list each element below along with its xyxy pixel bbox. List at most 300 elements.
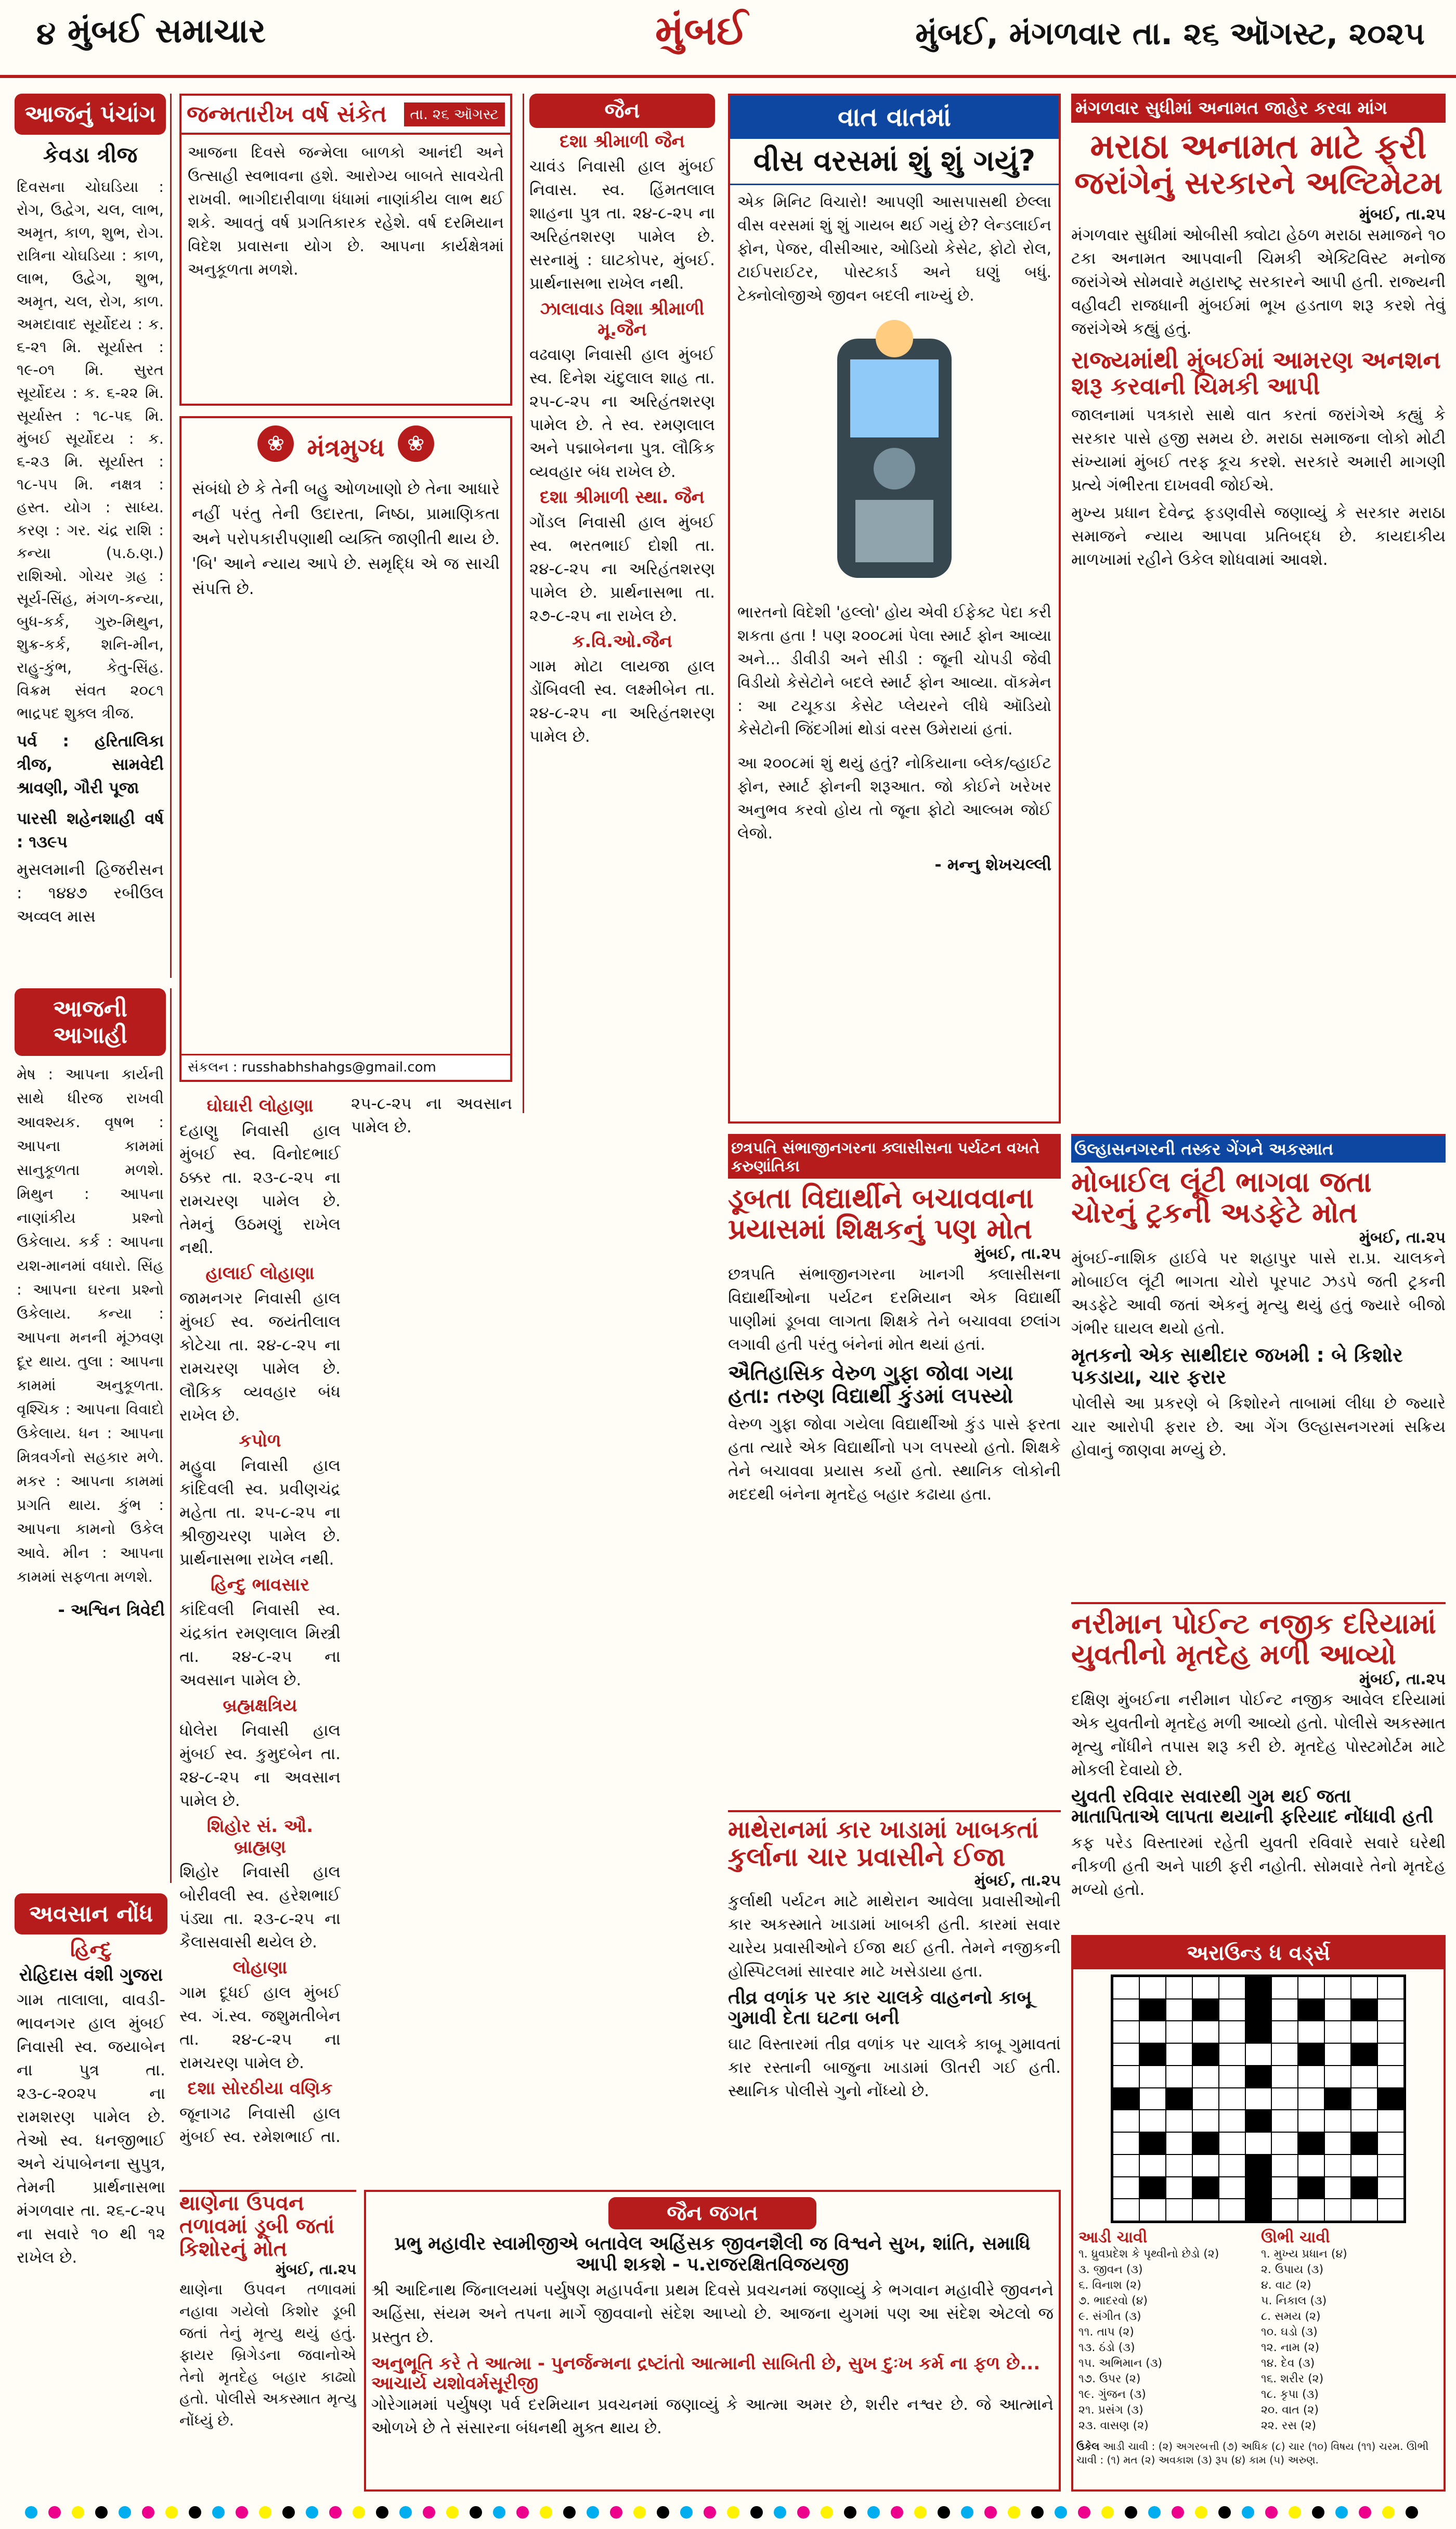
crossword-cell [1245,2199,1272,2221]
crossword-cell [1377,2043,1404,2066]
lead-subhead-2: શરૂ કરવાની ચિમકી આપી [1071,372,1320,401]
satna-kicker: છત્રપતિ સંભાજીનગરના ક્લાસીસના પર્યટન વખતે કરુણાંતિકા [728,1136,1061,1179]
crossword-cell [1113,2021,1139,2043]
crossword-section [1071,1935,1446,2492]
crossword-cell [1377,2199,1404,2221]
ulhas-dateline: મુંબઈ, તા.૨૫ [1359,1228,1446,1247]
ulhas-kicker: ઉલ્હાસનગરની તસ્કર ગેંગને અકસ્માત [1071,1136,1446,1163]
obit-head-8: દશા સોરઠીયા વણિક [187,2078,333,2099]
crossword-across [1078,2228,1256,2434]
vaat-heading: વાત વાતમાં [730,96,1059,139]
lead-text: મંગળવાર સુધીમાં ઓબીસી ક્વોટા હેઠળ મરાઠા સમાજને ૧૦ ટકા અનામત આપવાની ચિમકી એક્ટિવિસ્ટ મનોજ જરાંગેએ સોમવારે મહારાષ્ટ્ર સરકારને આપી હતી. રાજ્યની વહીવટી રાજધાની મુંબઈમાં ભૂખ હડતાળ શરૂ કરશે તેવું જરાંગેએ કહ્યું હતું. [1071,225,1446,338]
registration-dot [1359,2506,1371,2519]
crossword-cell [1245,2066,1272,2088]
thane-text: થાણેના ઉપવન તળાવમાં નહાવા ગયેલો કિશોર ડૂબી જતાં તેનું મૃત્યુ થયું હતું. ફાયર બ્રિગેડના જવાનોએ તેનો મૃતદેહ બહાર કાઢ્યો હતો. પોલીસે અકસ્માત મૃત્યુ નોંધ્યું છે. [179,2280,356,2429]
registration-dot [470,2506,482,2519]
across-clue: ૨૩. વાસણ (૨) [1078,2419,1149,2432]
across-clue: ૩. જીવન (૩) [1078,2263,1143,2276]
crossword-cell [1166,1999,1192,2021]
registration-dot [563,2506,576,2519]
crossword-cell [1298,2043,1324,2066]
crossword-cell [1377,2088,1404,2110]
crossword-cell [1192,2110,1219,2132]
registration-dot [236,2506,248,2519]
jain-head-3: દશા શ્રીમાળી સ્થા. જૈન [540,487,705,508]
matheran-headline-2: કુર્લાના ચાર પ્રવાસીને ઈજા [728,1841,1006,1872]
across-clue: ૧. ધ્રુવપ્રદેશ કે પૃથ્વીનો છેડો (૨) [1078,2248,1219,2261]
jain-head-1: દશા શ્રીમાળી જૈન [560,131,685,152]
registration-dot [1125,2506,1137,2519]
crossword-cell [1298,2066,1324,2088]
crossword-cell [1377,1999,1404,2021]
across-clue: ૧૧. તાપ (૨) [1078,2326,1134,2339]
crossword-cell [1166,2177,1192,2199]
panchang-parsi: પારસી શહેનશાહી વર્ષ : ૧૩૯૫ [17,809,164,851]
registration-dot [353,2506,365,2519]
crossword-cell [1192,2199,1219,2221]
crossword-cell [1219,1977,1245,1999]
down-clue: ૨૨. રસ (૨) [1261,2419,1317,2432]
thane-dateline: મુંબઈ, તા.૨૫ [275,2261,356,2278]
crossword-cell [1351,2088,1377,2110]
satna-story [728,1134,1061,1800]
jain-jagat-text: શ્રી આદિનાથ જિનાલયમાં પર્યુષણ મહાપર્વના પ્રથમ દિવસે પ્રવચનમાં જણાવ્યું કે ભગવાન મહાવીરે જીવનને અહિંસા, સંયમ અને તપના માર્ગે જીવવાનો સંદેશ આપ્યો છે. આજના યુગમાં પણ આ સંદેશ એટલો જ પ્રસ્તુત છે. [371,2281,1054,2347]
down-clue: ૫. નિકાલ (૩) [1261,2294,1327,2307]
registration-dot [306,2506,318,2519]
jain-jagat-title: પ્રભુ મહાવીર સ્વામીજીએ બતાવેલ અહિંસક જીવનશૈલી જ વિશ્વને સુખ, શાંતિ, સમાધિ આપી શકશે - પ.રાજરક્ષિતવિજયજી [394,2233,1031,2275]
answers-text: આડી ચાવી : (૨) અગરબત્તી (૭) અધિક (૮) ચાર (૧૦) વિષય (૧૧) ચરમ. ઊભી ચાવી : (૧) મત (૨) અવકાશ (૩) રૂપ (૪) કામ (૫) અરુણ. [1076,2440,1429,2466]
mid-obituaries-columns [179,1092,512,2185]
lead-headline-2: જરાંગેનું સરકારને અલ્ટિમેટમ [1074,164,1442,201]
jain-head-4: ક.વિ.ઓ.જૈન [572,631,672,652]
crossword-cell [1377,2132,1404,2154]
masthead [0,0,1456,78]
horoscope-section [10,988,172,1883]
registration-dot [1148,2506,1161,2519]
matheran-story [728,1810,1061,2185]
crossword-cell [1245,2043,1272,2066]
crossword-cell [1377,2021,1404,2043]
crossword-cell [1113,2088,1139,2110]
crossword-cell [1113,2177,1139,2199]
registration-dot [587,2506,599,2519]
crossword-cell [1245,2177,1272,2199]
crossword-cell [1271,2021,1298,2043]
registration-dot [891,2506,903,2519]
crossword-cell [1271,2177,1298,2199]
nariman-headline-1: નરીમાન પોઈન્ટ નજીક દરિયામાં [1071,1607,1436,1640]
crossword-cell [1219,2110,1245,2132]
crossword-cell [1113,2066,1139,2088]
crossword-cell [1219,2154,1245,2177]
panchang-subhead: કેવડા ત્રીજ [43,142,138,167]
down-clue: ૧૦. ઘડો (૩) [1261,2326,1318,2339]
registration-dot [119,2506,131,2519]
crossword-cell [1219,2021,1245,2043]
satna-headline-2: પ્રયાસમાં શિક્ષકનું પણ મોત [728,1212,1032,1246]
birthday-date: તા. ૨૬ ઑગસ્ટ [404,102,505,126]
registration-dot [704,2506,716,2519]
registration-dot [516,2506,529,2519]
registration-marks [0,2497,1456,2529]
obit-head-5: બ્રહ્મક્ષત્રિય [223,1695,297,1716]
registration-dot [633,2506,646,2519]
obit-text-8: જૂનાગઢ નિવાસી હાલ મુંબઈ સ્વ. રમેશભાઈ તા. ૨૫-૮-૨૫ ના અવસાન પામેલ છે. [179,1094,512,2146]
crossword-cell [1166,2199,1192,2221]
across-clue: ૧૫. અભિમાન (૩) [1078,2357,1163,2370]
obit-head-6: શિહોર સં. ઔ. બ્રાહ્મણ [206,1816,314,1857]
registration-dot [423,2506,435,2519]
phone-illustration-icon [811,318,978,588]
crossword-cell [1271,2043,1298,2066]
thane-story [179,2190,356,2492]
nariman-headline-2: યુવતીનો મૃતદેહ મળી આવ્યો [1071,1638,1396,1671]
registration-dot [189,2506,201,2519]
paper-name: મુંબઈ સમાચાર [68,11,266,50]
crossword-cell [1324,2132,1351,2154]
registration-dot [399,2506,412,2519]
obituary-heading: અવસાન નોંધ [15,1893,167,1934]
vaat-text-2: ભારતનો વિદેશી 'હલ્લો' હોય એવી ઈફેક્ટ પેદા કરી શકતા હતા ! પણ ૨૦૦૮માં પેલા સ્માર્ટ ફોન આવ્યા અને... ડીવીડી અને સીડી : જૂની ચોપડી જેવી વિડીયો કેસેટોને બદલે સ્માર્ટ ફોન આવ્યા. વૉકમેન : આ ટચૂકડા કેસેટ પ્લેયરને લીધે ઑડિયો કેસેટોની જિંદગીમાં થોડાં વરસ ઉમેરાયાં હતાં. [737,603,1051,739]
across-clue: ૭. ભાદરવો (૪) [1078,2294,1148,2307]
obit-head-3: કપોળ [239,1430,281,1451]
crossword-down [1261,2228,1438,2434]
ulhas-text: મુંબઈ-નાશિક હાઈવે પર શહાપુર પાસે રા.પ્ર. ચાલકને મોબાઈલ લૂંટી ભાગતા ચોરો પૂરપાટ ઝડપે જતી ટ્રકની અડફેટે આવી જતાં એકનું મૃત્યુ થયું હતું જ્યારે બીજો ગંભીર ઘાયલ થયો હતો. [1071,1248,1446,1338]
nariman-text-2: કફ પરેડ વિસ્તારમાં રહેતી યુવતી રવિવારે સવારે ઘરેથી નીકળી હતી અને પાછી ફરી નહોતી. સોમવારે તેનો મૃતદેહ મળ્યો હતો. [1071,1833,1446,1899]
crossword-cell [1298,2088,1324,2110]
crossword-cell [1377,2177,1404,2199]
crossword-cell [1351,2154,1377,2177]
down-clue: ૨૦. વાત (૨) [1261,2404,1319,2417]
down-clue: ૧૮. કૃપા (૩) [1261,2388,1319,2401]
crossword-cell [1324,2043,1351,2066]
crossword-cell [1166,2043,1192,2066]
crossword-cell [1139,2088,1166,2110]
crossword-cell [1113,2043,1139,2066]
ulhas-subhead: મૃતકનો એક સાથીદાર જખમી : બે કિશોર પકડાયા, ચાર ફરાર [1071,1343,1403,1388]
crossword-cell [1271,1999,1298,2021]
crossword-cell [1192,2177,1219,2199]
crossword-cell [1271,2066,1298,2088]
crossword-cell [1219,2043,1245,2066]
crossword-cell [1139,2066,1166,2088]
panchang-heading: આજનું પંચાંગ [15,94,166,135]
obit-head-7: લોહાણા [232,1957,288,1978]
crossword-cell [1245,2154,1272,2177]
registration-dot [1289,2506,1301,2519]
crossword-cell [1113,1999,1139,2021]
registration-dot [657,2506,669,2519]
ulhas-headline-2: ચોરનું ટ્રકની અડફેટે મોત [1071,1196,1358,1230]
registration-dot [821,2506,833,2519]
crossword-cell [1219,2088,1245,2110]
obit-text-3: મહુવા નિવાસી હાલ કાંદિવલી સ્વ. પ્રવીણચંદ્ર મહેતા તા. ૨૫-૮-૨૫ ના શ્રીજીચરણ પામેલ છે. પ્રાર્થનાસભા રાખેલ નથી. [179,1456,341,1569]
crossword-cell [1192,2021,1219,2043]
jain-heading: જૈન [529,94,715,128]
down-clue: ૧૬. શરીર (૨) [1261,2372,1324,2385]
crossword-cell [1113,2199,1139,2221]
crossword-cell [1166,2132,1192,2154]
crossword-cell [1351,2177,1377,2199]
crossword-cell [1271,2088,1298,2110]
panchang-section [10,94,172,978]
crossword-cell [1377,2154,1404,2177]
registration-dot [165,2506,178,2519]
crossword-cell [1351,2066,1377,2088]
crossword-cell [1245,1999,1272,2021]
registration-dot [1218,2506,1231,2519]
lead-dateline: મુંબઈ, તા.૨૫ [1359,205,1446,224]
crossword-cell [1245,2132,1272,2154]
crossword-cell [1192,1977,1219,1999]
color-bar-icon [0,2497,1456,2529]
crossword-cell [1298,2110,1324,2132]
crossword-cell [1192,2043,1219,2066]
matheran-text: કુર્લાથી પર્યટન માટે માથેરાન આવેલા પ્રવાસીઓની કાર અકસ્માતે ખાડામાં ખાબકી હતી. કારમાં સવાર ચારેય પ્રવાસીઓને ઈજા થઈ હતી. તેમને નજીકની હોસ્પિટલમાં સારવાર માટે ખસેડાયા હતા. [728,1891,1061,1981]
mantra-text: સંબંધો છે કે તેની બહુ ઓળખાણો છે તેના આધારે નહીં પરંતુ તેની ઉદારતા, નિષ્ઠા, પ્રામાણિકતા અને પરોપકારીપણાથી વ્યક્તિ જાણીતી થાય છે. 'બિ' આને ન્યાય આપે છે. સમૃદ્ધિ એ જ સાચી સંપત્તિ છે. [192,480,500,598]
across-clue: ૧૭. ઉપર (૨) [1078,2372,1141,2385]
satna-dateline: મુંબઈ, તા.૨૫ [974,1244,1061,1263]
registration-dot [680,2506,693,2519]
crossword-cell [1139,2132,1166,2154]
jain-head-2: ઝાલાવાડ વિશા શ્રીમાળી મૂ.જૈન [540,299,705,340]
crossword-cell [1113,2154,1139,2177]
crossword-cell [1324,2177,1351,2199]
crossword-cell [1219,2199,1245,2221]
lead-headline-1: મરાઠા અનામત માટે ફરી [1090,126,1427,166]
nariman-dateline: મુંબઈ, તા.૨૫ [1359,1670,1446,1688]
crossword-cell [1351,1999,1377,2021]
crossword-cell [1377,2066,1404,2088]
registration-dot [1242,2506,1254,2519]
registration-dot [867,2506,880,2519]
obituary-name: રોહિદાસ વંશી ગુજરા [19,1965,163,1985]
nariman-text: દક્ષિણ મુંબઈના નરીમાન પોઈન્ટ નજીક આવેલ દરિયામાં એક યુવતીનો મૃતદેહ મળી આવ્યો હતો. પોલીસે અકસ્માત મૃત્યુ નોંધીને તપાસ શરૂ કરી છે. મૃતદેહ પોસ્ટમોર્ટમ માટે મોકલી દેવાયો છે. [1071,1690,1446,1779]
crossword-cell [1298,1999,1324,2021]
registration-dot [1172,2506,1184,2519]
obit-text-1: દહાણુ નિવાસી હાલ મુંબઈ સ્વ. વિનોદભાઈ ઠક્કર તા. ૨૩-૮-૨૫ ના રામચરણ પામેલ છે. તેમનું ઉઠમણું રાખેલ નથી. [179,1121,341,1257]
registration-dot [376,2506,388,2519]
matheran-dateline: મુંબઈ, તા.૨૫ [974,1871,1061,1890]
crossword-cell [1219,2132,1245,2154]
lotus-icon: ❀ [398,425,434,462]
obit-head-4: હિન્દુ ભાવસાર [211,1575,309,1595]
crossword-cell [1192,2088,1219,2110]
crossword-cell [1351,2132,1377,2154]
mantra-header [181,418,510,470]
lead-text-2: જાલનામાં પત્રકારો સાથે વાત કરતાં જરાંગેએ કહ્યું કે સરકાર પાસે હજી સમય છે. મરાઠા સમાજના લોકો મોટી સંખ્યામાં મુંબઈ તરફ કૂચ કરશે. સરકારે અમારી માગણી પ્રત્યે ગંભીરતા દાખવવી જોઈએ. [1071,405,1446,495]
registration-dot [961,2506,973,2519]
registration-dot [750,2506,763,2519]
crossword-grid [1111,1975,1406,2223]
satna-text-2: વેરુળ ગુફા જોવા ગયેલા વિદ્યાર્થીઓ કુંડ પાસે ફરતા હતા ત્યારે એક વિદ્યાર્થીનો પગ લપસ્યો હતો. શિક્ષકે તેને બચાવવા પ્રયાસ કર્યો હતો. સ્થાનિક લોકોની મદદથી બંનેના મૃતદેહ બહાર કઢાયા હતા. [728,1414,1061,1504]
crossword-cell [1166,2088,1192,2110]
across-clue: ૧૩. ઠંડો (૩) [1078,2341,1135,2354]
crossword-cell [1139,2177,1166,2199]
registration-dot [1335,2506,1348,2519]
crossword-cell [1351,2199,1377,2221]
nariman-story [1071,1602,1446,1925]
registration-dot [25,2506,37,2519]
ulhas-text-2: પોલીસે આ પ્રકરણે બે કિશોરને તાબામાં લીધા છે જ્યારે ચાર આરોપી ફરાર છે. આ ગેંગ ઉલ્હાસનગરમાં સક્રિય હોવાનું જાણવા મળ્યું છે. [1071,1394,1446,1460]
registration-dot [1406,2506,1418,2519]
crossword-cell [1166,2066,1192,2088]
crossword-cell [1298,2199,1324,2221]
registration-dot [1055,2506,1067,2519]
thane-headline: થાણેના ઉપવન તળાવમાં ડૂબી જતાં કિશોરનું મોત [179,2191,335,2261]
registration-dot [844,2506,856,2519]
crossword-cell [1324,2088,1351,2110]
crossword-cell [1245,2110,1272,2132]
down-clue: ૮. સમય (૨) [1261,2310,1321,2323]
down-heading: ઊભી ચાવી [1261,2228,1330,2247]
vaat-author: - મન્નુ શેખચલ્લી [934,855,1051,874]
across-clue: ૨૧. પ્રસંગ (૩) [1078,2404,1143,2417]
crossword-cell [1166,1977,1192,1999]
birthday-header [181,96,510,135]
crossword-cell [1245,1977,1272,1999]
down-clue: ૧૪. દેવ (૩) [1261,2357,1315,2370]
jain-section [523,94,720,1113]
obit-text-2: જામનગર નિવાસી હાલ મુંબઈ સ્વ. જયંતીલાલ કોટેચા તા. ૨૪-૮-૨૫ ના રામચરણ પામેલ છે. લૌકિક વ્યવહાર બંધ રાખેલ છે. [179,1289,341,1425]
registration-dot [1078,2506,1090,2519]
mantra-heading: મંત્રમુગ્ધ [307,433,385,462]
crossword-cell [1298,2021,1324,2043]
crossword-cell [1245,2021,1272,2043]
crossword-cell [1139,1977,1166,1999]
registration-dot [540,2506,552,2519]
registration-dot [95,2506,108,2519]
ulhas-headline-1: મોબાઈલ લૂંટી ભાગવા જતા [1071,1166,1372,1198]
panchang-festival: પર્વ : હરિતાલિકા ત્રીજ, સામવેદી શ્રાવણી, ગૌરી પૂજા [17,732,164,797]
crossword-cell [1324,2110,1351,2132]
registration-dot [446,2506,459,2519]
registration-dot [142,2506,154,2519]
registration-dot [1265,2506,1278,2519]
crossword-cell [1271,1977,1298,1999]
registration-dot [914,2506,927,2519]
registration-dot [1008,2506,1020,2519]
across-clue: ૧૯. ગુંજન (૩) [1078,2388,1146,2401]
horoscope-author: - અશ્વિન ત્રિવેદી [58,1600,165,1620]
vaat-title: વીસ વરસમાં શું શું ગયું? [730,139,1059,185]
crossword-cell [1271,2132,1298,2154]
panchang-text: દિવસના ચોઘડિયા : રોગ, ઉદ્વેગ, ચલ, લાભ, અમૃત, કાળ, શુભ, રોગ. રાત્રિના ચોઘડિયા : કાળ, લાભ, ઉદ્વેગ, શુભ, અમૃત, ચલ, રોગ, કાળ. અમદાવાદ સૂર્યોદય : ક. ૬-૨૧ મિ. સૂર્યાસ્ત : ૧૯-૦૧ મિ. સુરત સૂર્યોદય : ક. ૬-૨૨ મિ. સૂર્યાસ્ત : ૧૮-૫૬ મિ. મુંબઈ સૂર્યોદય : ક. ૬-૨૩ મિ. સૂર્યાસ્ત : ૧૮-૫૫ મિ. નક્ષત્ર : હસ્ત. યોગ : સાધ્ય. કરણ : ગર. ચંદ્ર રાશિ : કન્યા (પ.ઠ.ણ.) રાશિઓ. ગોચર ગ્રહ : સૂર્ય-સિંહ, મંગળ-કન્યા, બુધ-કર્ક, ગુરુ-મિથુન, શુક્ર-કર્ક, શનિ-મીન, રાહુ-કુંભ, કેતુ-સિંહ. વિક્રમ સંવત ૨૦૮૧ ભાદ્રપદ શુક્લ ત્રીજ. [17,178,164,722]
down-clue: ૪. વાટ (૨) [1261,2279,1311,2292]
crossword-cell [1139,2154,1166,2177]
crossword-heading: અરાઉન્ડ ધ વર્ડ્સ [1073,1937,1444,1969]
crossword-cell [1113,1977,1139,1999]
across-clue: ૬. વિનાશ (૨) [1078,2279,1141,2292]
registration-dot [48,2506,61,2519]
vaat-illustration [730,318,1059,590]
across-clue: ૯. સંગીત (૩) [1078,2310,1141,2323]
registration-dot [774,2506,786,2519]
obit-text-5: ધોલેરા નિવાસી હાલ મુંબઈ સ્વ. કુમુદબેન તા. ૨૪-૮-૨૫ ના અવસાન પામેલ છે. [179,1721,341,1810]
registration-dot [938,2506,950,2519]
vaat-text: એક મિનિટ વિચારો! આપણી આસપાસથી છેલ્લા વીસ વરસમાં શું શું ગાયબ થઈ ગયું છે? લેન્ડલાઈન ફોન, પેજર, વીસીઆર, ઓડિયો કેસેટ, ફોટો રોલ, ટાઈપરાઈટર, પોસ્ટકાર્ડ અને ઘણું બધું. ટેક્નોલોજીએ જીવન બદલી નાખ્યું છે. [737,193,1051,305]
crossword-cell [1166,2021,1192,2043]
lead-subhead-1: રાજ્યમાંથી મુંબઈમાં આમરણ અનશન [1071,345,1441,374]
crossword-cell [1166,2110,1192,2132]
crossword-clues [1073,2228,1444,2434]
mid-obituaries [179,1092,512,2185]
satna-subhead: ઐતિહાસિક વેરુળ ગુફા જોવા ગયા હતા: તરુણ વિદ્યાર્થી કુંડમાં લપસ્યો [728,1361,1013,1408]
obit-text-4: કાંદિવલી નિવાસી સ્વ. ચંદ્રકાંત રમણલાલ મિસ્ત્રી તા. ૨૪-૮-૨૫ ના અવસાન પામેલ છે. [179,1601,341,1689]
matheran-headline-1: માથેરાનમાં કાર ખાડામાં ખાબકતાં [728,1815,1039,1843]
registration-dot [1031,2506,1044,2519]
crossword-cell [1271,2110,1298,2132]
lead-text-3: મુખ્ય પ્રધાન દેવેન્દ્ર ફડણવીસે જણાવ્યું કે સરકાર મરાઠા સમાજને ન્યાય આપવા પ્રતિબદ્ધ છે. કાયદાકીય માળખામાં રહીને ઉકેલ શોધવામાં આવશે. [1071,503,1446,569]
crossword-cell [1245,2088,1272,2110]
crossword-cell [1192,2066,1219,2088]
jain-text-4: ગામ મોટા લાયજા હાલ ડોંબિવલી સ્વ. લક્ષ્મીબેન તા. ૨૪-૮-૨૫ ના અરિહંતશરણ પામેલ છે. [529,657,715,746]
jain-text-1: ચાવંડ નિવાસી હાલ મુંબઈ નિવાસ. સ્વ. હિંમતલાલ શાહના પુત્ર તા. ૨૪-૮-૨૫ ના અરિહંતશરણ પામેલ છે. સરનામું : ઘાટકોપર, મુંબઈ. પ્રાર્થનાસભા રાખેલ નથી. [529,157,715,293]
crossword-cell [1139,2199,1166,2221]
vaat-section [728,94,1061,1124]
crossword-cell [1219,2177,1245,2199]
panchang-muslim: મુસલમાની હિજરીસન : ૧૪૪૭ રબીઉલ અવ્વલ માસ [17,860,164,926]
down-clue: ૨. ઉપાય (૩) [1261,2263,1324,2276]
edition-city: મુંબઈ [655,7,748,54]
crossword-cell [1298,2154,1324,2177]
registration-dot [1312,2506,1324,2519]
crossword-cell [1139,2043,1166,2066]
registration-dot [984,2506,997,2519]
jain-jagat-title-2: અનુભૂતિ કરે તે આત્મા - પુનર્જન્મના દ્રષ્ટાંતો આત્માની સાબિતી છે, સુખ દુઃખ કર્મ ના ફળ છે... આચાર્ય યશોવર્મસૂરીજી [371,2353,1041,2394]
crossword-cell [1192,2132,1219,2154]
crossword-cell [1139,2021,1166,2043]
crossword-cell [1377,1977,1404,1999]
lead-kicker: મંગળવાર સુધીમાં અનામત જાહેર કરવા માંગ [1071,94,1446,123]
matheran-text-2: ઘાટ વિસ્તારમાં તીવ્ર વળાંક પર ચાલકે કાબૂ ગુમાવતાં કાર રસ્તાની બાજુના ખાડામાં ઊતરી ગઈ હતી. સ્થાનિક પોલીસે ગુનો નોંધ્યો છે. [728,2034,1061,2100]
jain-jagat-text-2: ગોરેગામમાં પર્યુષણ પર્વ દરમિયાન પ્રવચનમાં જણાવ્યું કે આત્મા અમર છે, શરીર નશ્વર છે. જે આત્માને ઓળખે છે તે સંસારના બંધનથી મુક્ત થાય છે. [371,2395,1054,2437]
registration-dot [610,2506,622,2519]
registration-dot [727,2506,739,2519]
crossword-cell [1324,2154,1351,2177]
registration-dot [1382,2506,1395,2519]
down-list [1261,2247,1438,2434]
crossword-cell [1351,2110,1377,2132]
crossword-cell [1298,1977,1324,1999]
obit-head-2: હાલાઈ લોહાણા [205,1263,315,1284]
crossword-cell [1377,2110,1404,2132]
down-clue: ૧. મુખ્ય પ્રધાન (૪) [1261,2248,1347,2261]
mantra-section [179,416,512,1082]
lead-story [1071,94,1446,1124]
page-number: ૪ [36,16,56,52]
crossword-cell [1324,2199,1351,2221]
obit-text-6: શિહોર નિવાસી હાલ બોરીવલી સ્વ. હરેશભાઈ પંડ્યા તા. ૨૩-૮-૨૫ ના કૈલાસવાસી થયેલ છે. [179,1863,341,1952]
registration-dot [72,2506,84,2519]
crossword-cell [1192,2154,1219,2177]
jain-jagat-heading: જૈન જગત [608,2197,816,2229]
jain-text-2: વઢવાણ નિવાસી હાલ મુંબઈ સ્વ. દિનેશ ચંદુલાલ શાહ તા. ૨૫-૮-૨૫ ના અરિહંતશરણ પામેલ છે. તે સ્વ. રમણલાલ અને પદ્માબેનના પુત્ર. લૌકિક વ્યવહાર બંધ રાખેલ છે. [529,345,715,481]
crossword-cell [1192,1999,1219,2021]
crossword-cell [1298,2132,1324,2154]
crossword-cell [1271,2154,1298,2177]
crossword-cell [1351,2043,1377,2066]
lotus-icon: ❀ [257,425,294,462]
crossword-cell [1113,2132,1139,2154]
horoscope-text: મેષ : આપના કાર્યની સાથે ધીરજ રાખવી આવશ્યક. વૃષભ : આપના કામમાં સાનુકૂળતા મળશે. મિથુન : આપના નાણાંકીય પ્રશ્નો ઉકેલાય. કર્ક : આપના યશ-માનમાં વધારો. સિંહ : આપના ઘરના પ્રશ્નો ઉકેલાય. કન્યા : આપના મનની મૂંઝવણ દૂર થાય. તુલા : આપના કામમાં અનુકૂળતા. વૃશ્ચિક : આપના વિવાદો ઉકેલાય. ધન : આપના મિત્રવર્ગનો સહકાર મળે. મકર : આપના કામમાં પ્રગતિ થાય. કુંભ : આપના કામનો ઉકેલ આવે. મીન : આપના કામમાં સફળતા મળશે. [17,1065,164,1585]
crossword-answers [1076,2440,1440,2489]
crossword-cell [1324,1999,1351,2021]
registration-dot [797,2506,810,2519]
crossword-cell [1324,2021,1351,2043]
mantra-contact: સંકલન : russhabhshahgs@gmail.com [181,1054,512,1080]
registration-dot [1101,2506,1114,2519]
